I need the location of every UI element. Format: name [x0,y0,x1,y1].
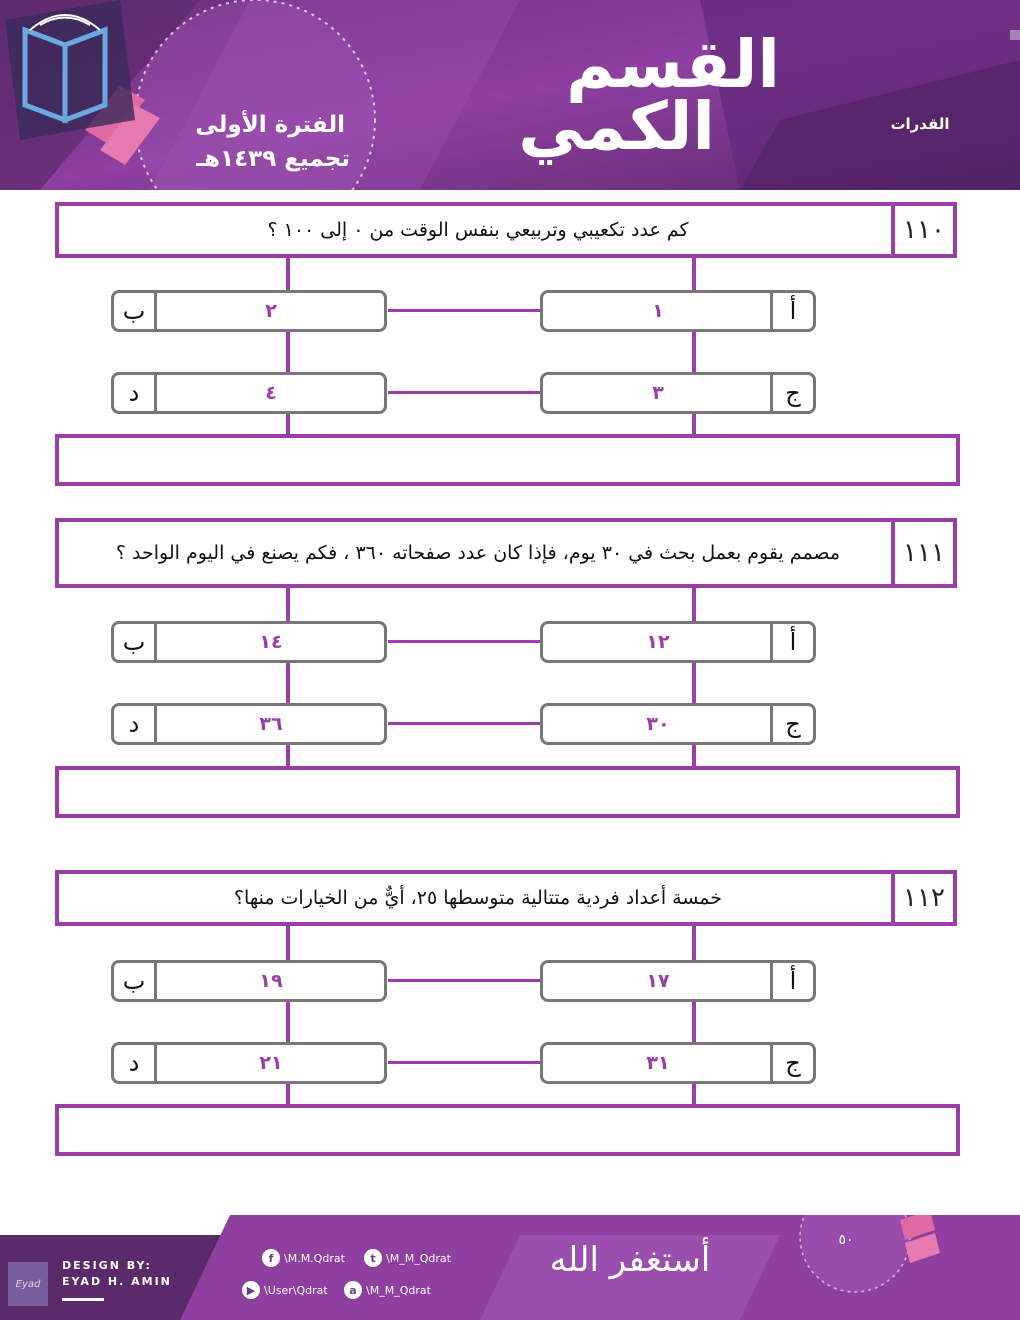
option-value: ١٩ [259,970,283,992]
option-letter: د [114,1045,157,1081]
youtube-link[interactable] [242,1281,328,1299]
question-box-110 [55,202,957,258]
option-a[interactable] [540,621,816,663]
option-d[interactable] [111,703,387,745]
option-value: ٣٠ [646,713,670,735]
option-value: ٣١ [646,1052,670,1074]
option-value: ٢١ [259,1052,283,1074]
question-number: ١١٠ [891,206,953,254]
option-a[interactable] [540,290,816,332]
youtube-handle: \User\Qdrat [264,1283,328,1297]
header-title-line2: الكمي [518,88,715,165]
ask-icon: a [344,1281,362,1299]
option-c[interactable] [540,372,816,414]
option-b[interactable] [111,290,387,332]
question-text: خمسة أعداد فردية متتالية متوسطها ٢٥، أيٌّ من الخيارات منها؟ [233,887,723,909]
option-value: ١٢ [646,631,670,653]
option-letter: د [114,375,157,411]
connector [388,309,540,312]
option-value: ١٤ [259,631,283,653]
option-letter: ب [114,624,157,660]
connector [388,640,540,643]
option-letter: ب [114,963,157,999]
page-number: ٥٠ [838,1232,854,1248]
question-text: كم عدد تكعيبي وتربيعي بنفس الوقت من ٠ إلى ١٠٠ ؟ [267,219,689,241]
connector [388,979,540,982]
option-letter: ج [770,1045,813,1081]
option-c[interactable] [540,1042,816,1084]
connector [388,391,540,394]
header-title-line1: القسم [566,26,780,103]
answer-box[interactable] [55,1104,960,1156]
twitter-icon: t [364,1249,382,1267]
option-value: ٢ [265,300,277,322]
twitter-handle: \M_M_Qdrat [386,1251,451,1265]
question-box-111 [55,518,957,588]
option-value: ١ [652,300,664,322]
option-letter: ب [114,293,157,329]
question-number: ١١١ [891,522,953,584]
answer-box[interactable] [55,434,960,486]
ask-link[interactable] [344,1281,431,1299]
option-letter: أ [770,963,813,999]
option-value: ١٧ [646,970,670,992]
option-b[interactable] [111,621,387,663]
answer-box[interactable] [55,766,960,818]
facebook-handle: \M.M.Qdrat [284,1251,345,1265]
istighfar-calligraphy: أستغفر الله [549,1240,711,1280]
facebook-link[interactable] [262,1249,345,1267]
ask-handle: \M_M_Qdrat [366,1283,431,1297]
option-d[interactable] [111,372,387,414]
header-period: الفترة الأولى [195,112,345,138]
design-credit [62,1258,172,1290]
question-box-112 [55,870,957,926]
option-b[interactable] [111,960,387,1002]
question-text: مصمم يقوم بعمل بحث في ٣٠ يوم، فإذا كان عدد صفحاته ٣٦٠ ، فكم يصنع في اليوم الواحد ؟ [115,542,841,564]
option-letter: أ [770,293,813,329]
option-letter: ج [770,706,813,742]
option-letter: د [114,706,157,742]
option-letter: أ [770,624,813,660]
design-by-label: DESIGN BY: [62,1259,152,1272]
connector [388,722,540,725]
option-d[interactable] [111,1042,387,1084]
question-number: ١١٢ [891,874,953,922]
divider [62,1298,104,1301]
option-letter: ج [770,375,813,411]
header-collection: تجميع ١٤٣٩هـ [196,146,350,172]
option-value: ٣ [652,382,664,404]
facebook-icon: f [262,1249,280,1267]
designer-name: EYAD H. AMIN [62,1275,172,1288]
logo-text: القدرات [890,115,950,133]
option-value: ٣٦ [259,713,283,735]
option-value: ٤ [265,382,277,404]
book-logo-icon [0,0,135,140]
connector [388,1061,540,1064]
option-a[interactable] [540,960,816,1002]
option-c[interactable] [540,703,816,745]
twitter-link[interactable] [364,1249,451,1267]
youtube-icon: ▶ [242,1281,260,1299]
designer-signature: Eyad [8,1262,48,1306]
